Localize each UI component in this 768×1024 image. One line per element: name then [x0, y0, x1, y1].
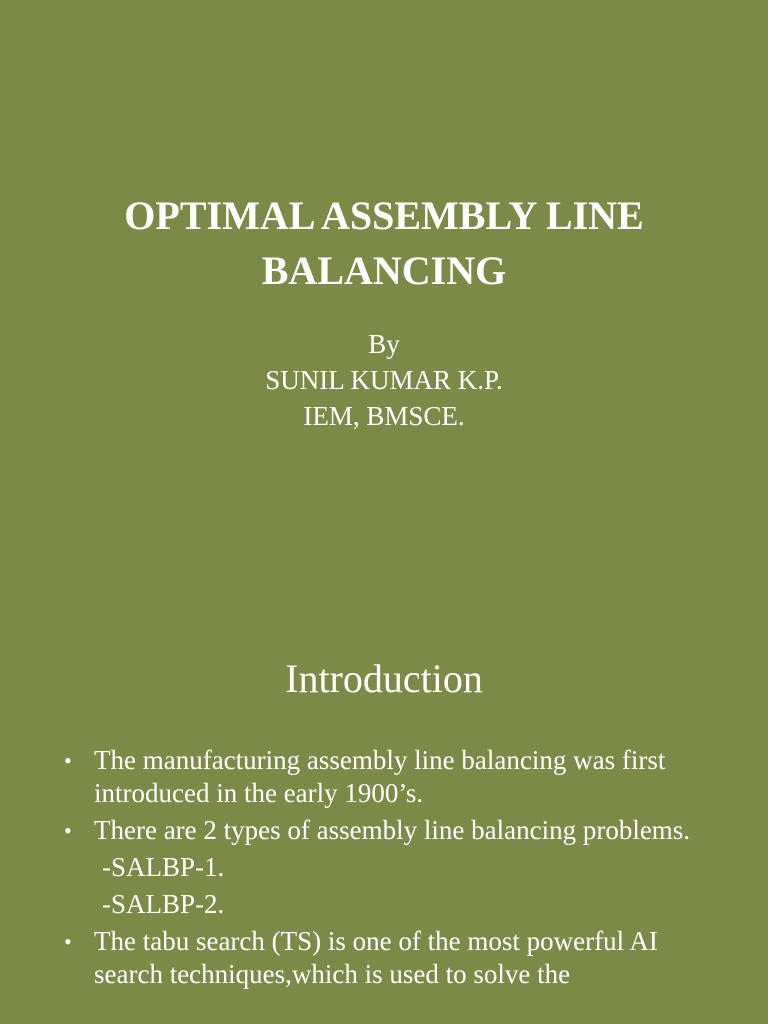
slide-title — [0, 188, 768, 298]
list-item — [64, 744, 714, 810]
introduction-slide — [0, 576, 768, 1024]
list-item — [64, 925, 714, 991]
list-item — [64, 851, 714, 884]
slide-title: Introduction — [285, 656, 483, 701]
author-name: SUNIL KUMAR K.P. — [265, 365, 503, 395]
list-item-text: -SALBP-1. — [102, 852, 225, 882]
list-item-text: -SALBP-2. — [102, 889, 225, 919]
slide-subtitle — [0, 326, 768, 434]
list-item-text: The tabu search (TS) is one of the most powerful AI search techniques,which is used to solve the — [94, 926, 658, 989]
title-line-2: BALANCING — [261, 248, 507, 293]
list-item-text: There are 2 types of assembly line balancing problems. — [94, 815, 691, 845]
bullet-icon: • — [64, 748, 72, 773]
list-item-text: The manufacturing assembly line balancing was first introduced in the early 1900’s. — [94, 745, 666, 808]
bullet-list — [64, 744, 714, 995]
bullet-icon: • — [64, 818, 72, 843]
by-label: By — [368, 329, 400, 359]
bullet-icon: • — [64, 929, 72, 954]
title-line-1: OPTIMAL ASSEMBLY LINE — [124, 193, 644, 238]
author-affiliation: IEM, BMSCE. — [303, 401, 465, 431]
list-item — [64, 888, 714, 921]
list-item — [64, 814, 714, 847]
